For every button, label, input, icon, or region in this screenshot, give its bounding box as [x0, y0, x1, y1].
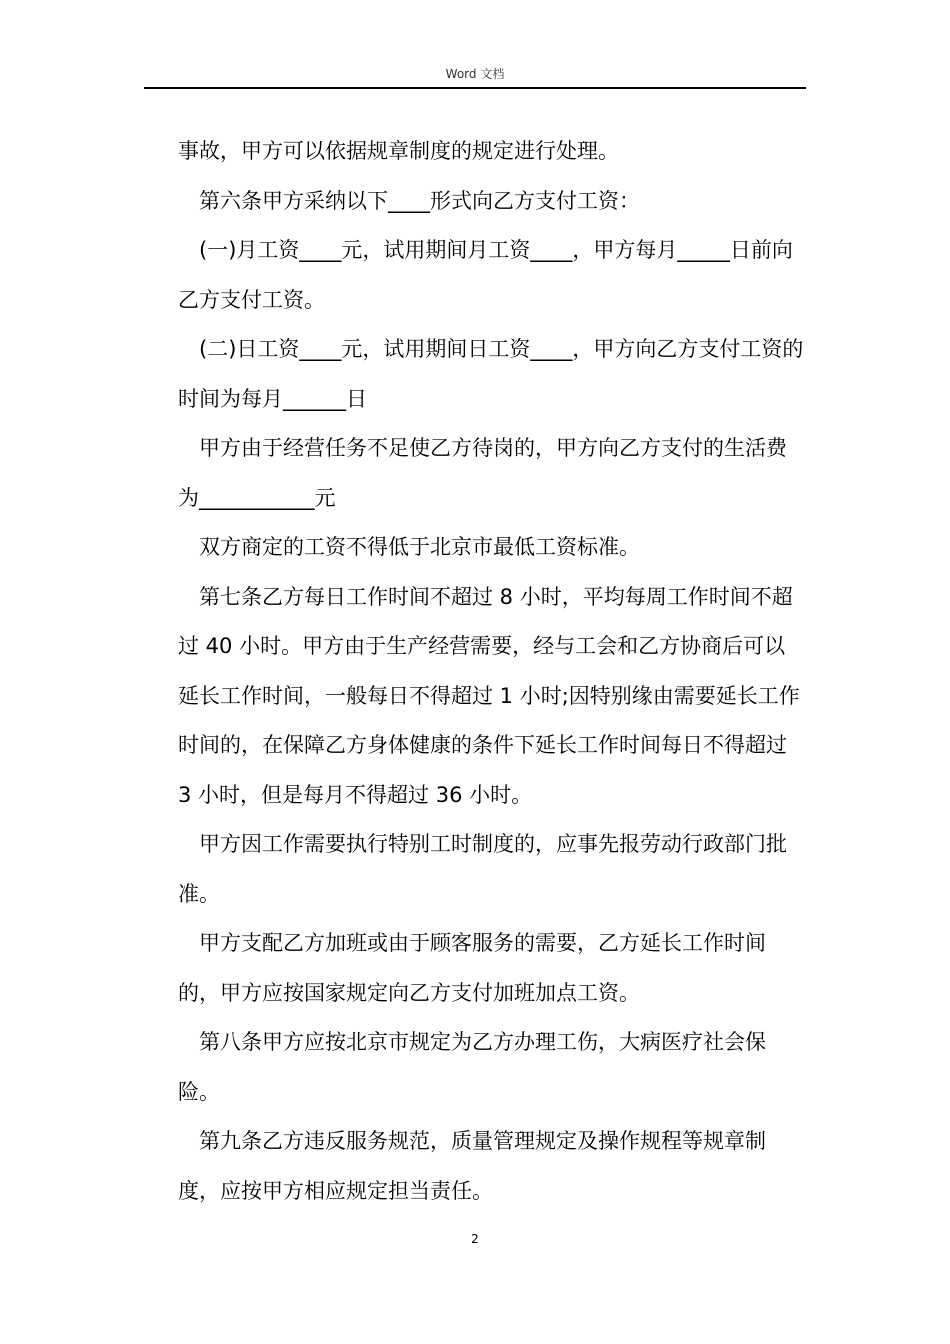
page-header: Word 文档: [445, 67, 505, 81]
paragraph-article-6: 第六条甲方采纳以下____形式向乙方支付工资：: [199, 188, 640, 213]
paragraph-monthly-wage: (一)月工资____元，试用期间月工资____，甲方每月_____日前向乙方支付工资。: [178, 238, 793, 312]
paragraph-standby-allowance: 甲方由于经营任务不足使乙方待岗的，甲方向乙方支付的生活费为___________元: [178, 436, 787, 510]
paragraph-special-hours: 甲方因工作需要执行特别工时制度的，应事先报劳动行政部门批准。: [178, 832, 787, 906]
paragraph-article-8: 第八条甲方应按北京市规定为乙方办理工伤，大病医疗社会保险。: [178, 1030, 766, 1104]
document-body: [178, 127, 806, 1216]
header-divider: [144, 87, 806, 89]
page-number: 2: [471, 1232, 479, 1246]
paragraph-overtime-pay: 甲方支配乙方加班或由于顾客服务的需要，乙方延长工作时间的，甲方应按国家规定向乙方支付加班加点工资。: [178, 931, 766, 1005]
paragraph-article-7: 第七条乙方每日工作时间不超过 8 小时，平均每周工作时间不超过 40 小时。甲方由于生产经营需要，经与工会和乙方协商后可以延长工作时间，一般每日不得超过 1 小时;因特别缘由需要延长工作时间的，在保障乙方身体健康的条件下延长工作时间每日不得超过 3 小时，但是每月不得超过 36 小时。: [178, 584, 800, 807]
paragraph-article-9: 第九条乙方违反服务规范，质量管理规定及操作规程等规章制度，应按甲方相应规定担当责任。: [178, 1129, 766, 1203]
paragraph-continuation: 事故，甲方可以依据规章制度的规定进行处理。: [178, 139, 619, 163]
paragraph-minimum-wage: 双方商定的工资不得低于北京市最低工资标准。: [199, 535, 640, 559]
paragraph-daily-wage: (二)日工资____元，试用期间日工资____，甲方向乙方支付工资的时间为每月______日: [178, 337, 804, 411]
